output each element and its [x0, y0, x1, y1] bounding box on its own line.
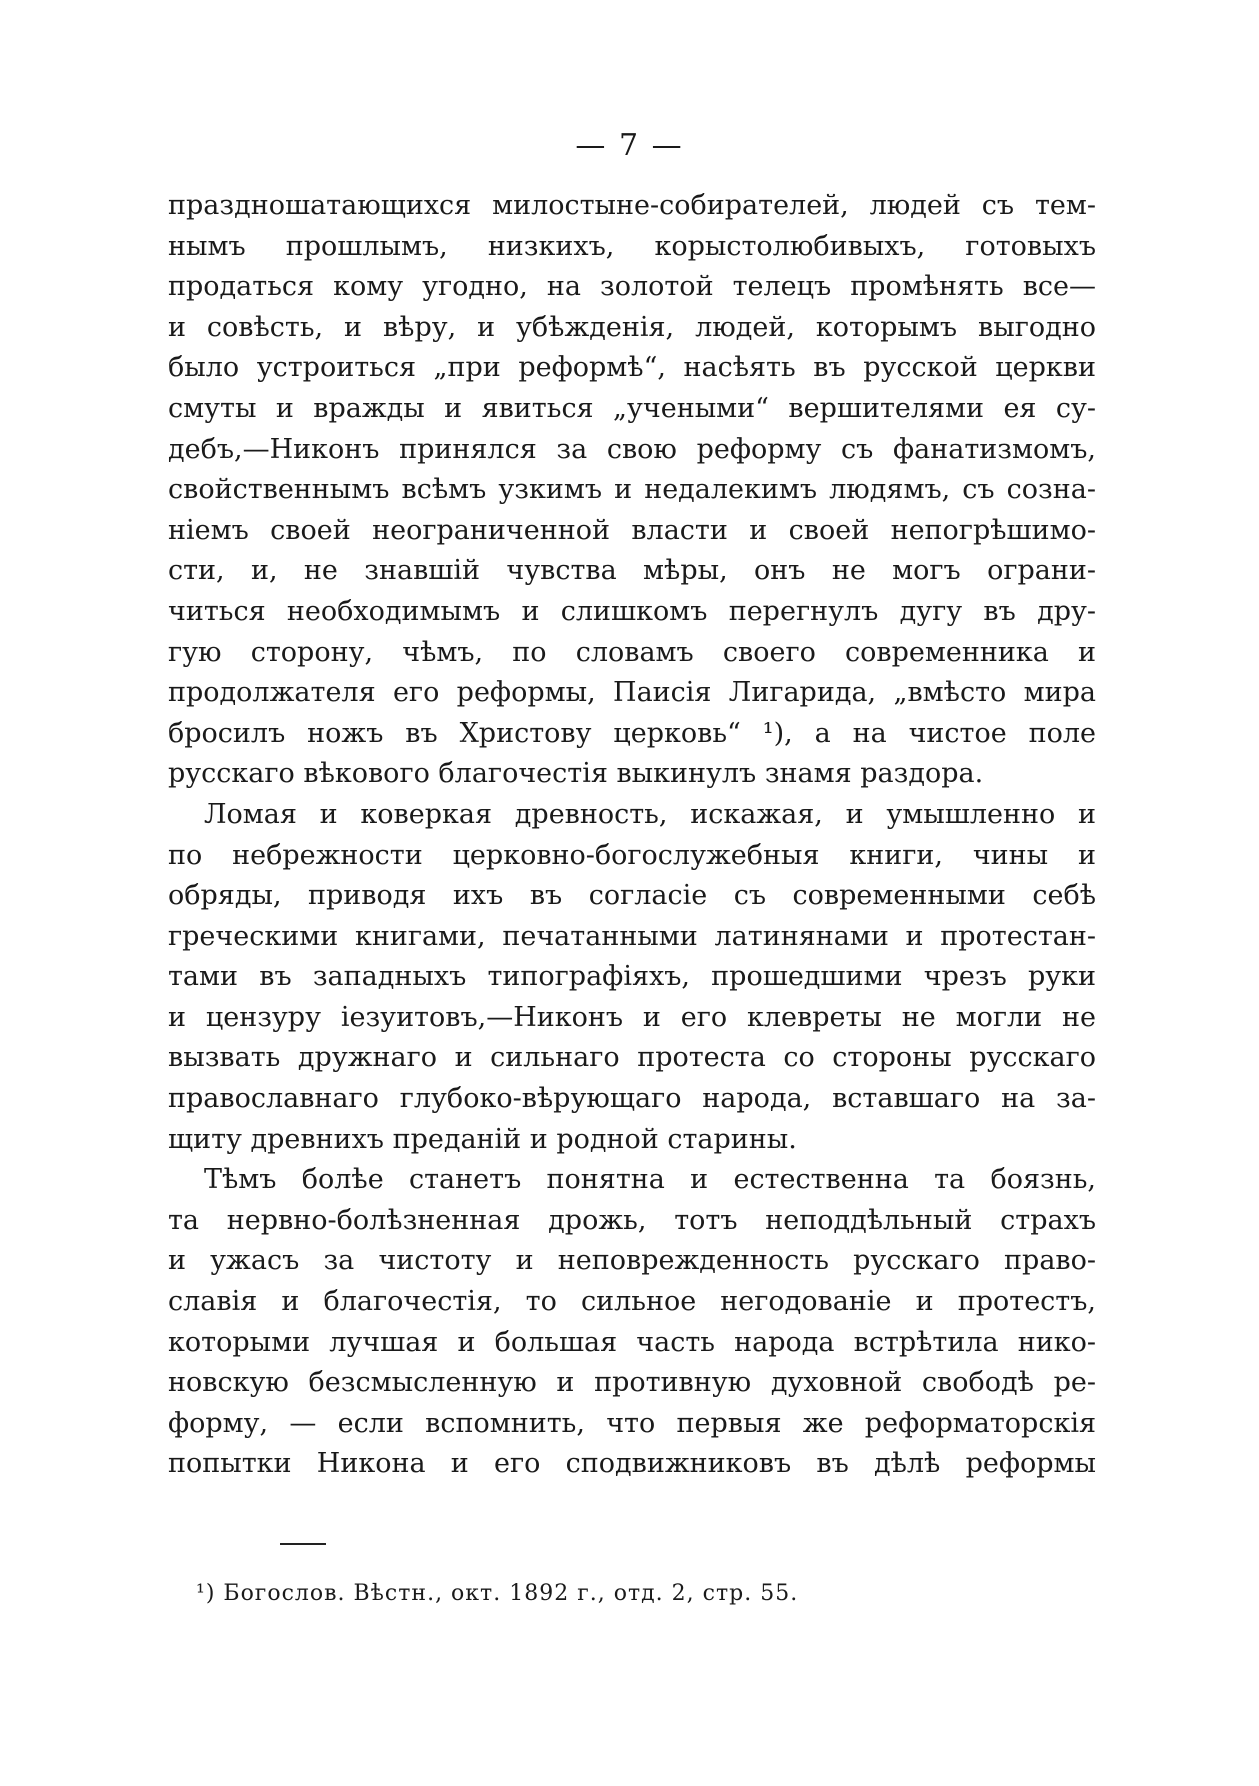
page-number: — 7 —	[575, 128, 684, 163]
text-line: сти, и, не знавшій чувства мѣры, онъ не могъ ограни-	[168, 555, 1096, 587]
text-line: и совѣсть, и вѣру, и убѣжденія, людей, которымъ выгодно	[168, 311, 1096, 343]
text-line: щиту древнихъ преданій и родной старины.	[168, 1123, 797, 1155]
text-line: продолжателя его реформы, Паисія Лигарида, „вмѣсто мира	[168, 677, 1096, 709]
text-line: русскаго вѣкового благочестія выкинулъ знамя раздора.	[168, 758, 984, 790]
body-text	[168, 186, 1096, 1485]
text-line: Тѣмъ болѣе станетъ понятна и естественна та боязнь,	[204, 1164, 1096, 1196]
text-line: та нервно-болѣзненная дрожь, тотъ неподдѣльный страхъ	[168, 1204, 1096, 1236]
text-line: читься необходимымъ и слишкомъ перегнулъ дугу въ дру-	[168, 595, 1096, 627]
text-line: смуты и вражды и явиться „учеными“ вершителями ея су-	[168, 392, 1096, 424]
text-line: свойственнымъ всѣмъ узкимъ и недалекимъ людямъ, съ созна-	[168, 474, 1096, 506]
text-line: продаться кому угодно, на золотой телецъ промѣнять все—	[168, 271, 1096, 303]
paragraph-3	[168, 1160, 1096, 1485]
text-line: дебъ,—Никонъ принялся за свою реформу съ фанатизмомъ,	[168, 433, 1096, 465]
text-line: гую сторону, чѣмъ, по словамъ своего современника и	[168, 636, 1096, 668]
footnote: ¹) Богослов. Вѣстн., окт. 1892 г., отд. 2, стр. 55.	[196, 1581, 799, 1606]
text-line: обряды, приводя ихъ въ согласіе съ современными себѣ	[168, 880, 1096, 912]
text-line: ніемъ своей неограниченной власти и своей непогрѣшимо-	[168, 514, 1096, 546]
paragraph-1	[168, 186, 1096, 795]
footnote-divider	[280, 1543, 326, 1545]
paragraph-2	[168, 795, 1096, 1160]
text-line: бросилъ ножъ въ Христову церковь“ ¹), а на чистое поле	[168, 717, 1096, 749]
text-line: и цензуру іезуитовъ,—Никонъ и его клевреты не могли не	[168, 1001, 1096, 1033]
text-line: и ужасъ за чистоту и неповрежденность русскаго право-	[168, 1245, 1096, 1277]
text-line: новскую безсмысленную и противную духовной свободѣ ре-	[168, 1367, 1096, 1399]
text-line: по небрежности церковно-богослужебныя книги, чины и	[168, 839, 1096, 871]
text-line: форму, — если вспомнить, что первыя же реформаторскія	[168, 1407, 1096, 1439]
text-line: было устроиться „при реформѣ“, насѣять въ русской церкви	[168, 352, 1096, 384]
text-line: тами въ западныхъ типографіяхъ, прошедшими чрезъ руки	[168, 961, 1096, 993]
text-line: славія и благочестія, то сильное негодованіе и протестъ,	[168, 1286, 1096, 1318]
text-line: православнаго глубоко-вѣрующаго народа, вставшаго на за-	[168, 1083, 1096, 1115]
text-line: Ломая и коверкая древность, искажая, и умышленно и	[204, 798, 1096, 830]
text-line: вызвать дружнаго и сильнаго протеста со стороны русскаго	[168, 1042, 1096, 1074]
text-line: нымъ прошлымъ, низкихъ, корыстолюбивыхъ, готовыхъ	[168, 230, 1096, 262]
text-line: праздношатающихся милостыне-собирателей, людей съ тем-	[168, 190, 1096, 221]
text-line: греческими книгами, печатанными латинянами и протестан-	[168, 920, 1096, 952]
text-line: которыми лучшая и большая часть народа встрѣтила нико-	[168, 1326, 1096, 1358]
text-line: попытки Никона и его сподвижниковъ въ дѣлѣ реформы	[168, 1448, 1096, 1480]
